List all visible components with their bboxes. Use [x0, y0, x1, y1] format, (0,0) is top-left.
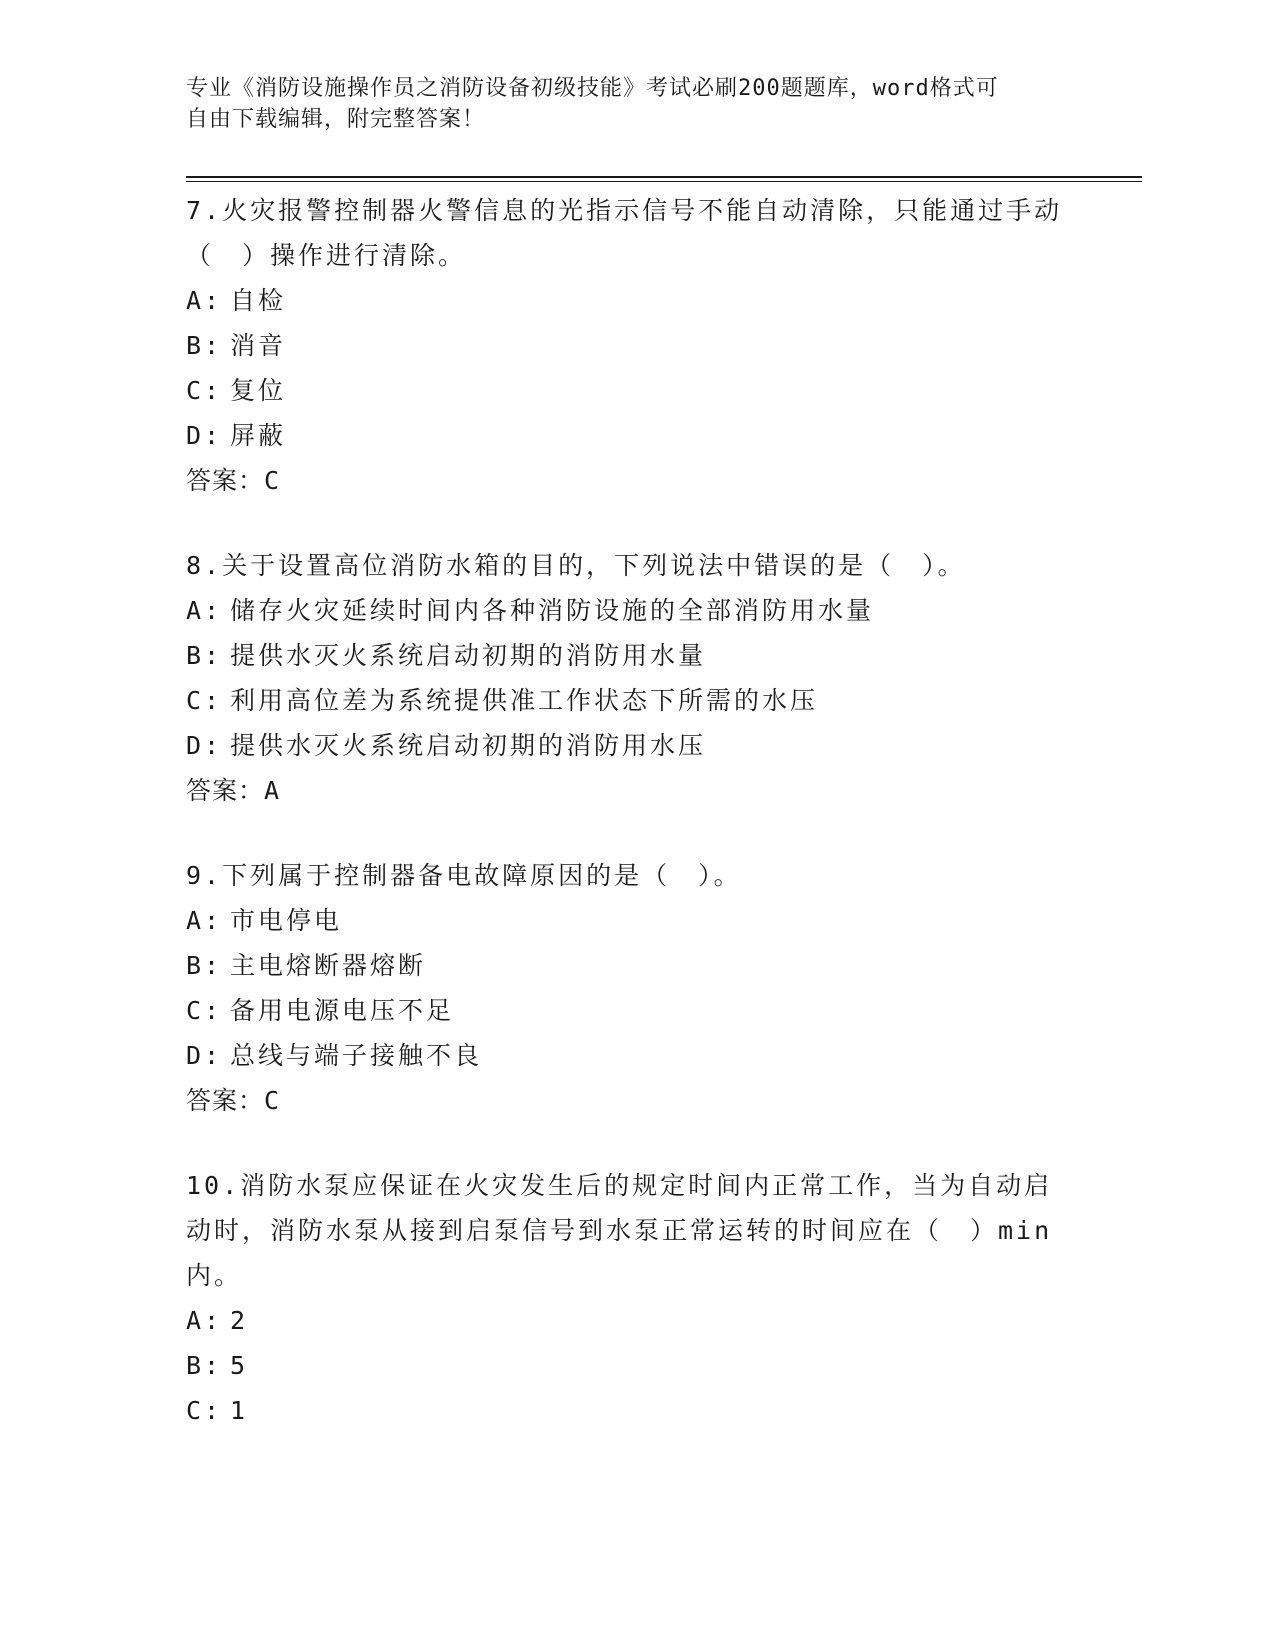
answer-line — [186, 768, 1066, 813]
answer-label: 答案： — [186, 466, 265, 495]
option-text: 5 — [230, 1351, 249, 1380]
question-text: 7.火灾报警控制器火警信息的光指示信号不能自动清除，只能通过手动（ ）操作进行清除。 — [186, 196, 1063, 270]
answer-label: 答案： — [186, 1086, 265, 1115]
option-key: D: — [186, 1041, 223, 1070]
option-key: C: — [186, 996, 223, 1025]
answer-line — [186, 458, 1066, 503]
header-divider-thin — [186, 181, 1142, 182]
answer-value: C — [264, 1086, 281, 1115]
option-text: 自检 — [230, 286, 287, 315]
option-key: A: — [186, 286, 223, 315]
option-text: 备用电源电压不足 — [230, 996, 455, 1025]
option-d — [186, 413, 1066, 458]
option-text: 提供水灭火系统启动初期的消防用水压 — [230, 731, 707, 760]
option-key: D: — [186, 421, 223, 450]
option-key: C: — [186, 376, 223, 405]
question-text: 8.关于设置高位消防水箱的目的，下列说法中错误的是（ ）。 — [186, 551, 966, 580]
option-key: A: — [186, 906, 223, 935]
option-key: B: — [186, 641, 223, 670]
question-text: 10.消防水泵应保证在火灾发生后的规定时间内正常工作，当为自动启动时，消防水泵从接到启泵信号到水泵正常运转的时间应在（ ）min内。 — [186, 1171, 1053, 1290]
answer-label: 答案： — [186, 776, 265, 805]
question-text: 9.下列属于控制器备电故障原因的是（ ）。 — [186, 861, 742, 890]
header-divider-thick — [186, 176, 1142, 178]
option-text: 提供水灭火系统启动初期的消防用水量 — [230, 641, 707, 670]
option-a — [186, 1298, 1066, 1343]
option-c — [186, 1388, 1066, 1433]
option-text: 利用高位差为系统提供准工作状态下所需的水压 — [230, 686, 819, 715]
option-c — [186, 368, 1066, 413]
option-key: B: — [186, 331, 223, 360]
option-key: B: — [186, 1351, 223, 1380]
option-d — [186, 1033, 1066, 1078]
option-text: 主电熔断器熔断 — [230, 951, 427, 980]
header-line-2: 自由下载编辑，附完整答案！ — [186, 107, 486, 132]
question-8 — [186, 543, 1066, 813]
option-b — [186, 1343, 1066, 1388]
option-text: 复位 — [230, 376, 287, 405]
answer-line — [186, 1078, 1066, 1123]
option-text: 2 — [230, 1306, 249, 1335]
option-key: B: — [186, 951, 223, 980]
option-key: C: — [186, 1396, 223, 1425]
option-c — [186, 678, 1066, 723]
option-c — [186, 988, 1066, 1033]
question-7 — [186, 188, 1066, 503]
question-10 — [186, 1163, 1066, 1433]
option-key: A: — [186, 1306, 223, 1335]
option-text: 总线与端子接触不良 — [230, 1041, 483, 1070]
option-a — [186, 588, 1066, 633]
question-list — [186, 188, 1066, 1473]
option-b — [186, 633, 1066, 678]
question-9 — [186, 853, 1066, 1123]
option-key: A: — [186, 596, 223, 625]
option-a — [186, 898, 1066, 943]
answer-value: C — [264, 466, 281, 495]
option-key: D: — [186, 731, 223, 760]
option-text: 消音 — [230, 331, 287, 360]
option-text: 市电停电 — [230, 906, 343, 935]
option-d — [186, 723, 1066, 768]
header-line-1: 专业《消防设施操作员之消防设备初级技能》考试必刷200题题库，word格式可 — [186, 76, 999, 101]
option-text: 屏蔽 — [230, 421, 287, 450]
option-text: 储存火灾延续时间内各种消防设施的全部消防用水量 — [230, 596, 875, 625]
answer-value: A — [264, 776, 281, 805]
option-b — [186, 323, 1066, 368]
option-a — [186, 278, 1066, 323]
option-text: 1 — [230, 1396, 249, 1425]
option-b — [186, 943, 1066, 988]
document-header — [186, 73, 1066, 135]
option-key: C: — [186, 686, 223, 715]
